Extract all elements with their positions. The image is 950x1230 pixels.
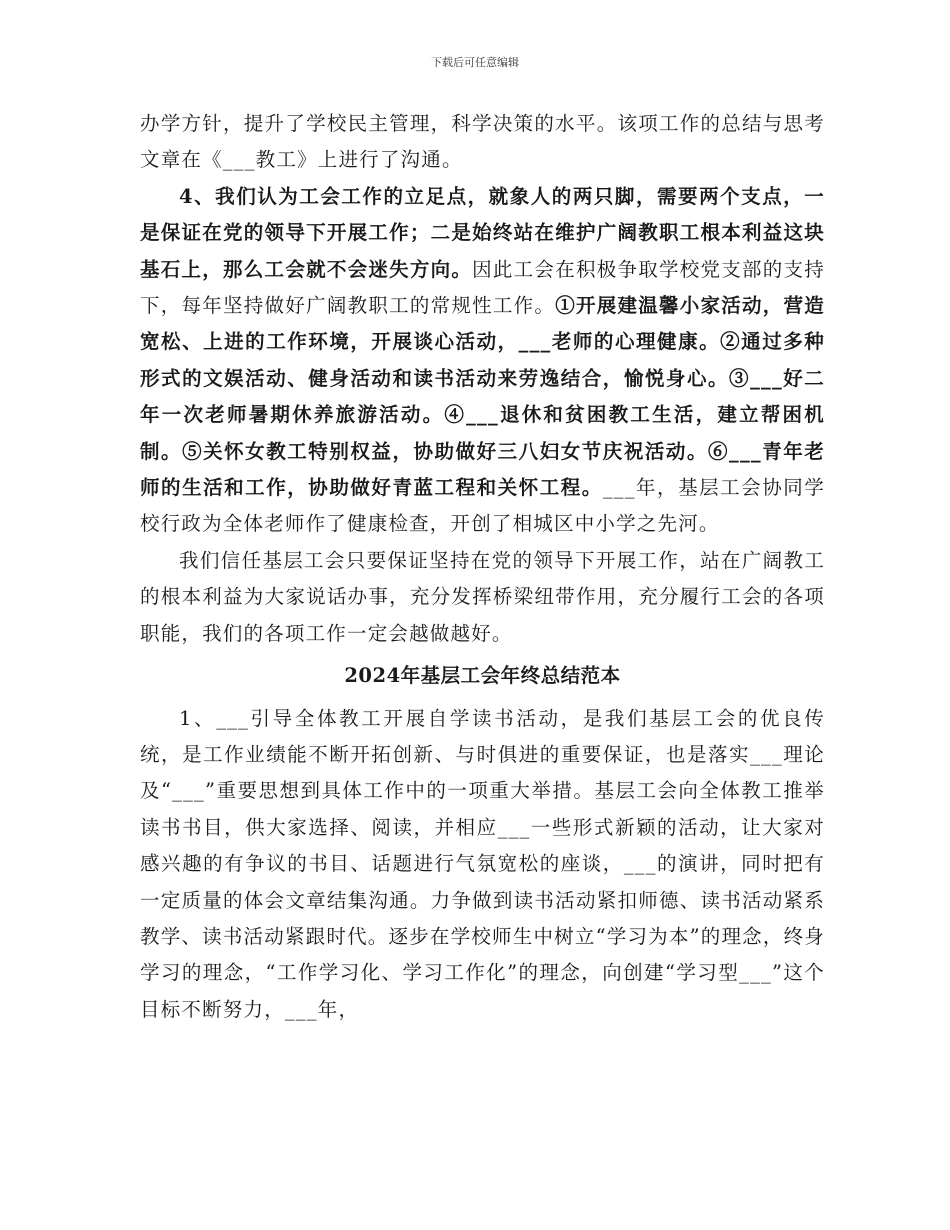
paragraph-4-normal: 因此工会在积极争取学校党支部的支持下，每年坚持做好广阔教职工的常规性工作。 [140,257,826,318]
paragraph-4 [140,179,825,543]
page-header: 下载后可任意编辑 [431,56,519,69]
section-title: 2024年基层工会年终总结范本 [344,664,621,688]
document-body [140,106,825,1028]
paragraph-4-bold-list: ①开展建温馨小家活动，营造宽松、上进的工作环境，开展谈心活动，___老师的心理健康。②通过多种形式的文娱活动、健身活动和读书活动来劳逸结合，愉悦身心。③___好二年一次老师暑期休养旅游活动。④___退休和贫困教工生活，建立帮困机制。⑤关怀女教工特别权益，协助做好三八妇女节庆祝活动。⑥___青年老师的生活和工作，协助做好青蓝工程和关怀工程。 [140,294,825,500]
paragraph-4-bold-lead: 4、我们认为工会工作的立足点，就象人的两只脚，需要两个支点，一是保证在党的领导下开展工作；二是始终站在维护广阔教职工根本利益这块基石上，那么工会就不会迷失方向。 [140,184,825,281]
paragraph-continuation: 办学方针，提升了学校民主管理，科学决策的水平。该项工作的总结与思考文章在《___教工》上进行了沟通。 [140,112,825,172]
paragraph-1-reading: 1、___引导全体教工开展自学读书活动，是我们基层工会的优良传统，是工作业绩能不断开拓创新、与时俱进的重要保证，也是落实___理论及“___”重要思想到具体工作中的一项重大举措。基层工会向全体教工推举读书书目，供大家选择、阅读，并相应___一些形式新颖的活动，让大家对感兴趣的有争议的书目、话题进行气氛宽松的座谈，___的演讲，同时把有一定质量的体会文章结集沟通。力争做到读书活动紧扣师德、读书活动紧系教学、读书活动紧跟时代。逐步在学校师生中树立“学习为本”的理念，终身学习的理念，“工作学习化、学习工作化”的理念，向创建“学习型___”这个目标不断努力，___年， [140,706,825,1021]
paragraph-conclusion: 我们信任基层工会只要保证坚持在党的领导下开展工作，站在广阔教工的根本利益为大家说话办事，充分发挥桥梁纽带作用，充分履行工会的各项职能，我们的各项工作一定会越做越好。 [140,548,825,645]
paragraph-4-normal-end: ___年，基层工会协同学校行政为全体老师作了健康检查，开创了相城区中小学之先河。 [140,476,825,536]
